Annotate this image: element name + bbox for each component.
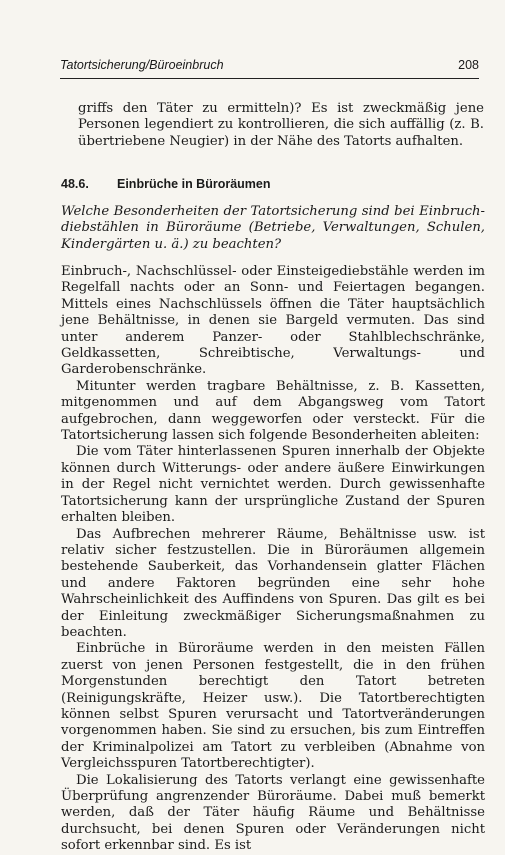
body-paragraph: Einbruch-, Nachschlüssel- oder Einsteigediebstähle werden im Regelfall nachts oder an Sonn- und Feiertagen begangen. Mittels eines Nachschlüssels öffnen die Täter hauptsächlich jene Behältnisse, in denen sie Bargeld vermuten. Das sind unter anderem Panzer- oder Stahlblechschränke, Geldkassetten, Schreibtische, Verwaltungs- und Garderobenschränke. bbox=[61, 264, 485, 378]
running-header bbox=[60, 58, 479, 79]
body-paragraph: Die Lokalisierung des Tatorts verlangt eine gewissenhafte Überprüfung angrenzender Büroräume. Dabei muß bemerkt werden, daß der Täter häufig Räume und Behältnisse durchsucht, bei denen Spuren oder Veränderungen nicht sofort erkennbar sind. Es ist bbox=[61, 772, 485, 854]
section-question: Welche Besonderheiten der Tatortsicherung sind bei Einbruchdiebstählen in Büroräume (Betriebe, Verwaltungen, Schulen, Kindergärten u. ä.) zu beachten? bbox=[61, 204, 485, 252]
section-number: 48.6. bbox=[61, 177, 89, 191]
running-header-title: Tatortsicherung/Büroeinbruch bbox=[60, 58, 224, 72]
page-number: 208 bbox=[458, 58, 479, 72]
intro-paragraph: griffs den Täter zu ermitteln)? Es ist zweckmäßig jene Personen legendiert zu kontrollieren, die sich auffällig (z. B. übertriebene Neugier) in der Nähe des Tatorts aufhalten. bbox=[78, 101, 484, 149]
section-heading bbox=[61, 177, 481, 191]
body-paragraph: Das Aufbrechen mehrerer Räume, Behältnisse usw. ist relativ sicher festzustellen. Die in Büroräumen allgemein bestehende Sauberkeit, das Vorhandensein glatter Flächen und andere Faktoren begründen eine sehr hohe Wahrscheinlichkeit des Auffindens von Spuren. Das gilt es bei der Einleitung zweckmäßiger Sicherungsmaßnahmen zu beachten. bbox=[61, 526, 485, 640]
section-title: Einbrüche in Büroräumen bbox=[117, 177, 271, 191]
section-body bbox=[61, 264, 485, 855]
body-paragraph: Einbrüche in Büroräume werden in den meisten Fällen zuerst von jenen Personen festgestellt, die in den frühen Morgenstunden berechtigt den Tatort betreten (Reinigungskräfte, Heizer usw.). Die Tatortberechtigten können selbst Spuren verursacht und Tatortveränderungen vorgenommen haben. Sie sind zu ersuchen, bis zum Eintreffen der Kriminalpolizei am Tatort zu verbleiben (Abnahme von Vergleichsspuren Tatortberechtigter). bbox=[61, 641, 485, 772]
body-paragraph: Mitunter werden tragbare Behältnisse, z. B. Kassetten, mitgenommen und auf dem Abgangsweg vom Tatort aufgebrochen, dann weggeworfen oder versteckt. Für die Tatortsicherung lassen sich folgende Besonderheiten ableiten: bbox=[61, 378, 485, 444]
body-paragraph: Die vom Täter hinterlassenen Spuren innerhalb der Objekte können durch Witterungs- oder andere äußere Einwirkungen in der Regel nicht vernichtet werden. Durch gewissenhafte Tatortsicherung kann der ursprüngliche Zustand der Spuren erhalten bleiben. bbox=[61, 444, 485, 526]
